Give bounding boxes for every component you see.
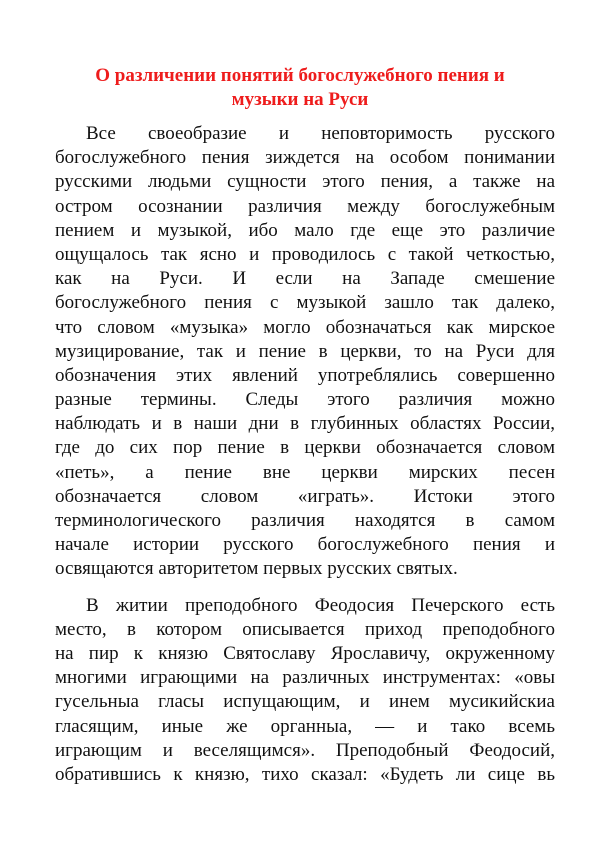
document-body — [55, 122, 555, 787]
text-line: обратившись к князю, тихо сказал: «Будеть ли сице вь — [55, 763, 555, 785]
document-title — [60, 64, 540, 112]
text-line: гласящим, иные же органныа, — и тако всемь — [55, 715, 555, 737]
title-line: музыки на Руси — [231, 89, 369, 110]
text-line: обозначается словом «играть». Истоки этого — [55, 485, 555, 507]
text-line: как на Руси. И если на Западе смешение — [55, 268, 555, 290]
text-line: остром осознании различия между богослужебным — [55, 195, 555, 217]
text-line: что словом «музыка» могло обозначаться как мирское — [55, 316, 555, 338]
text-line: разные термины. Следы этого различия можно — [55, 389, 555, 411]
text-line: играющим и веселящимся». Преподобный Феодосий, — [55, 739, 555, 761]
title-line: О различении понятий богослужебного пения и — [95, 65, 505, 86]
text-line: музицирование, так и пение в церкви, то на Руси для — [55, 340, 555, 362]
text-line: обозначения этих явлений употреблялись совершенно — [55, 364, 555, 386]
text-line: гусельныа гласы испущающим, и инем мусикийскиа — [55, 691, 555, 713]
text-line: место, в котором описывается приход преподобного — [55, 618, 555, 640]
text-line: Все своеобразие и неповторимость русского — [86, 123, 555, 144]
text-line: пением и музыкой, ибо мало где еще это различие — [55, 219, 555, 241]
text-line: освящаются авторитетом первых русских святых. — [55, 558, 458, 580]
paragraph-spacer — [85, 582, 555, 594]
text-line: где до сих пор пение в церкви обозначается словом — [55, 437, 555, 459]
text-line: многими играющими на различных инструментах: «овы — [55, 667, 555, 689]
text-line: терминологического различия находятся в самом — [55, 510, 555, 531]
text-line: русскими людьми сущности этого пения, а также на — [55, 171, 555, 193]
text-line: «петь», а пение вне церкви мирских песен — [55, 461, 555, 483]
text-line: начале истории русского богослужебного пения и — [55, 534, 555, 556]
text-line: В житии преподобного Феодосия Печерского есть — [86, 594, 555, 616]
paragraph-2 — [55, 594, 555, 788]
text-line: богослужебного пения с музыкой зашло так далеко, — [55, 292, 555, 314]
text-line: ощущалось так ясно и проводилось с такой четкостью, — [55, 243, 555, 265]
text-line: богослужебного пения зиждется на особом понимании — [55, 147, 555, 169]
text-line: на пир к князю Святославу Ярославичу, окруженному — [55, 642, 555, 664]
paragraph-1 — [55, 122, 555, 582]
text-line: наблюдать и в наши дни в глубинных областях России, — [55, 413, 555, 435]
